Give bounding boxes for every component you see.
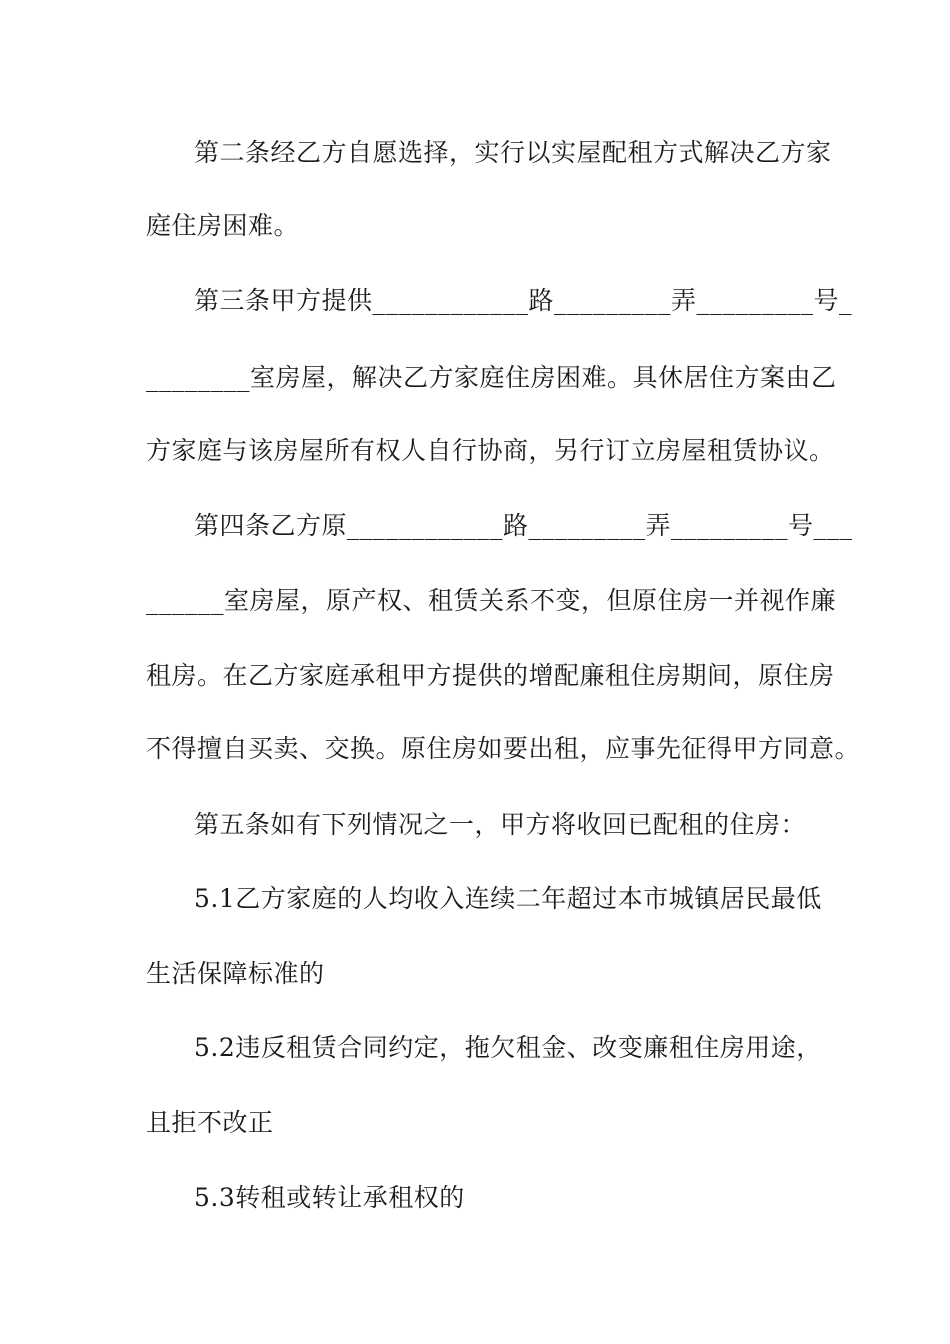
item-5-3-line-1: 5.3转租或转让承租权的 <box>194 1183 465 1212</box>
clause-4-line-2: ______室房屋，原产权、租赁关系不变，但原住房一并视作廉 <box>146 586 837 615</box>
item-5-2-line-1: 5.2违反租赁合同约定，拖欠租金、改变廉租住房用途， <box>194 1033 822 1062</box>
clause-5-heading: 第五条如有下列情况之一，甲方将收回已配租的住房： <box>194 810 807 839</box>
clause-2-line-1: 第二条经乙方自愿选择，实行以实屋配租方式解决乙方家 <box>194 138 832 167</box>
clause-4-line-3: 租房。在乙方家庭承租甲方提供的增配廉租住房期间，原住房 <box>146 661 835 690</box>
clause-2-line-2: 庭住房困难。 <box>146 211 300 240</box>
item-5-1-line-2: 生活保障标准的 <box>146 959 325 988</box>
clause-3-line-1: 第三条甲方提供____________路_________弄_________号_ <box>194 286 853 315</box>
item-5-1-line-1: 5.1乙方家庭的人均收入连续二年超过本市城镇居民最低 <box>194 884 822 913</box>
clause-4-line-1: 第四条乙方原____________路_________弄_________号___ <box>194 511 853 540</box>
clause-3-line-3: 方家庭与该房屋所有权人自行协商，另行订立房屋租赁协议。 <box>146 436 835 465</box>
clause-4-line-4: 不得擅自买卖、交换。原住房如要出租，应事先征得甲方同意。 <box>146 734 861 763</box>
item-5-2-line-2: 且拒不改正 <box>146 1108 274 1137</box>
clause-3-line-2: ________室房屋，解决乙方家庭住房困难。具休居住方案由乙 <box>146 363 837 392</box>
